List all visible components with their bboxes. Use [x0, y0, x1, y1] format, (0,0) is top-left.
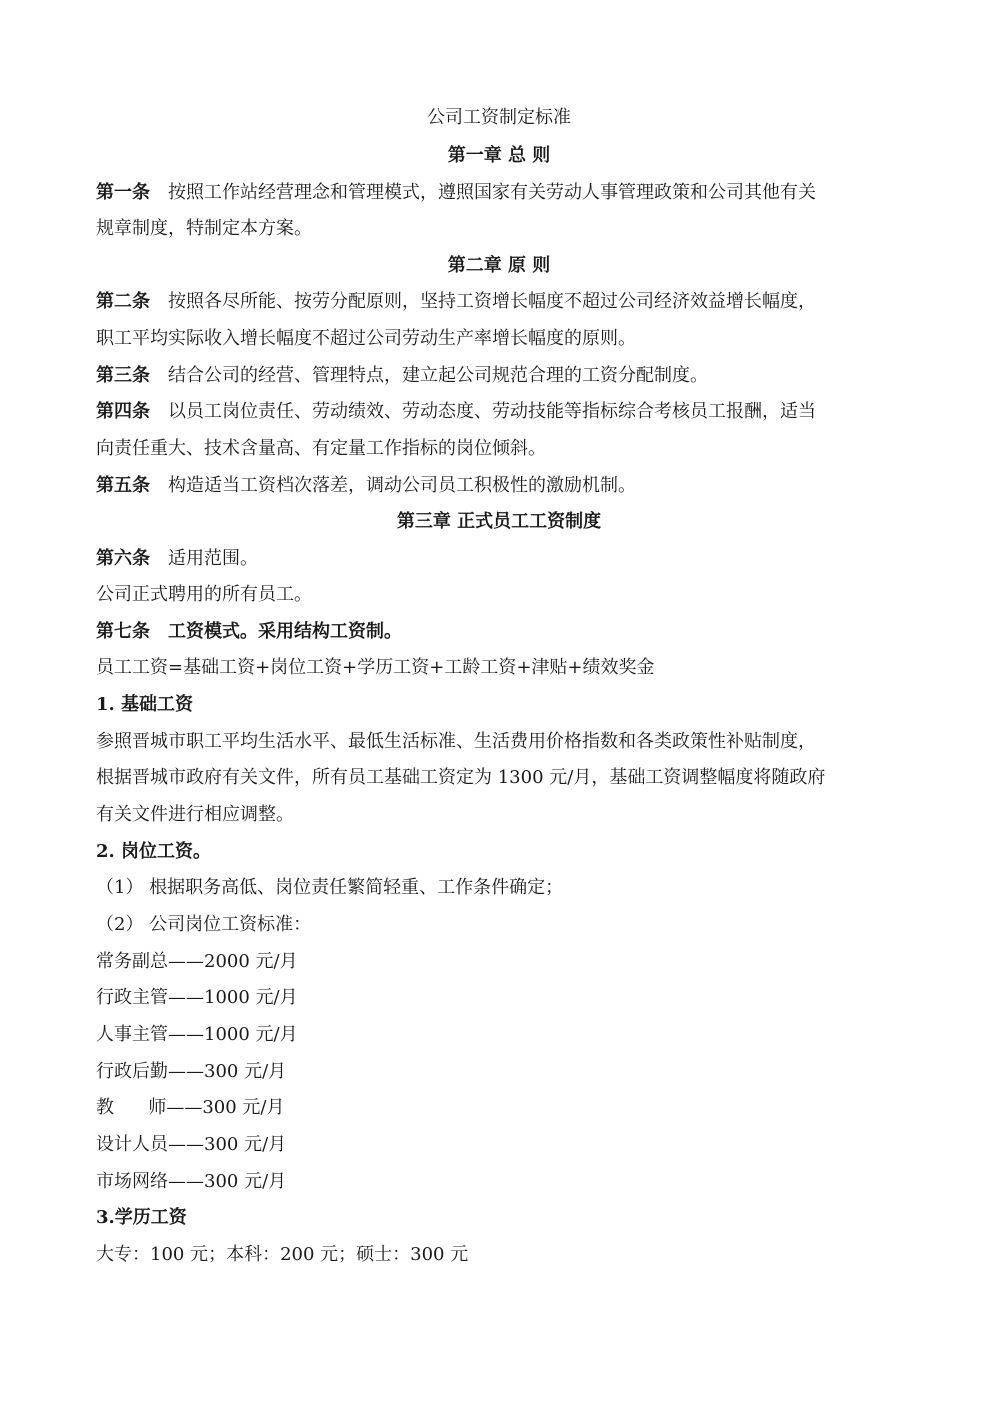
section-1-line-1: 参照晋城市职工平均生活水平、最低生活标准、生活费用价格指数和各类政策性补贴制度，: [96, 731, 816, 752]
article-4-line-2: 向责任重大、技术含量高、有定量工作指标的岗位倾斜。: [96, 438, 546, 459]
article-7-text: 工资模式。采用结构工资制。: [168, 621, 402, 642]
article-2-text: 按照各尽所能、按劳分配原则，坚持工资增长幅度不超过公司经济效益增长幅度，: [168, 291, 816, 312]
article-2-line-2: 职工平均实际收入增长幅度不超过公司劳动生产率增长幅度的原则。: [96, 328, 636, 349]
position-salary: 教 师——300 元/月: [96, 1097, 285, 1118]
position-salary: 人事主管——1000 元/月: [96, 1024, 298, 1045]
article-7: [96, 620, 902, 644]
position-salary: 设计人员——300 元/月: [96, 1134, 287, 1155]
article-3-text: 结合公司的经营、管理特点，建立起公司规范合理的工资分配制度。: [168, 365, 708, 386]
article-6: [96, 547, 902, 571]
section-1-line-2: 根据晋城市政府有关文件，所有员工基础工资定为 1300 元/月，基础工资调整幅度将随政府: [96, 767, 826, 788]
section-2-item-1: （1） 根据职务高低、岗位责任繁简轻重、工作条件确定；: [96, 877, 564, 898]
article-3: [96, 364, 902, 388]
article-5-label: 第五条: [96, 475, 150, 496]
education-salary: 大专：100 元；本科：200 元；硕士：300 元: [96, 1244, 469, 1265]
article-5-text: 构造适当工资档次落差，调动公司员工积极性的激励机制。: [168, 475, 636, 496]
article-1-label: 第一条: [96, 182, 150, 203]
article-6-detail: 公司正式聘用的所有员工。: [96, 584, 312, 605]
chapter-1-heading: 第一章 总 则: [447, 145, 551, 166]
article-1-line-1: [96, 181, 902, 205]
article-6-label: 第六条: [96, 548, 150, 569]
article-6-text: 适用范围。: [168, 548, 258, 569]
position-salary: 市场网络——300 元/月: [96, 1171, 287, 1192]
position-salary: 行政主管——1000 元/月: [96, 987, 298, 1008]
article-2-line-1: [96, 290, 902, 314]
article-1-text: 按照工作站经营理念和管理模式，遵照国家有关劳动人事管理政策和公司其他有关: [168, 182, 816, 203]
section-1-heading: 1. 基础工资: [96, 694, 194, 715]
article-4-label: 第四条: [96, 401, 150, 422]
article-4-text: 以员工岗位责任、劳动绩效、劳动态度、劳动技能等指标综合考核员工报酬，适当: [168, 401, 816, 422]
article-1-line-2: 规章制度，特制定本方案。: [96, 218, 312, 239]
document-title: 公司工资制定标准: [427, 107, 571, 128]
section-1-line-3: 有关文件进行相应调整。: [96, 804, 294, 825]
chapter-3-heading: 第三章 正式员工工资制度: [396, 511, 602, 532]
article-4-line-1: [96, 400, 902, 424]
section-2-heading: 2. 岗位工资。: [96, 841, 212, 862]
position-salary: 行政后勤——300 元/月: [96, 1061, 287, 1082]
chapter-2-heading: 第二章 原 则: [447, 255, 551, 276]
section-3-heading: 3.学历工资: [96, 1207, 187, 1228]
article-2-label: 第二条: [96, 291, 150, 312]
article-7-label: 第七条: [96, 621, 150, 642]
salary-formula: 员工工资=基础工资+岗位工资+学历工资+工龄工资+津贴+绩效奖金: [96, 657, 655, 678]
article-3-label: 第三条: [96, 365, 150, 386]
position-salary: 常务副总——2000 元/月: [96, 951, 298, 972]
article-5: [96, 474, 902, 498]
section-2-item-2: （2） 公司岗位工资标准：: [96, 914, 312, 935]
